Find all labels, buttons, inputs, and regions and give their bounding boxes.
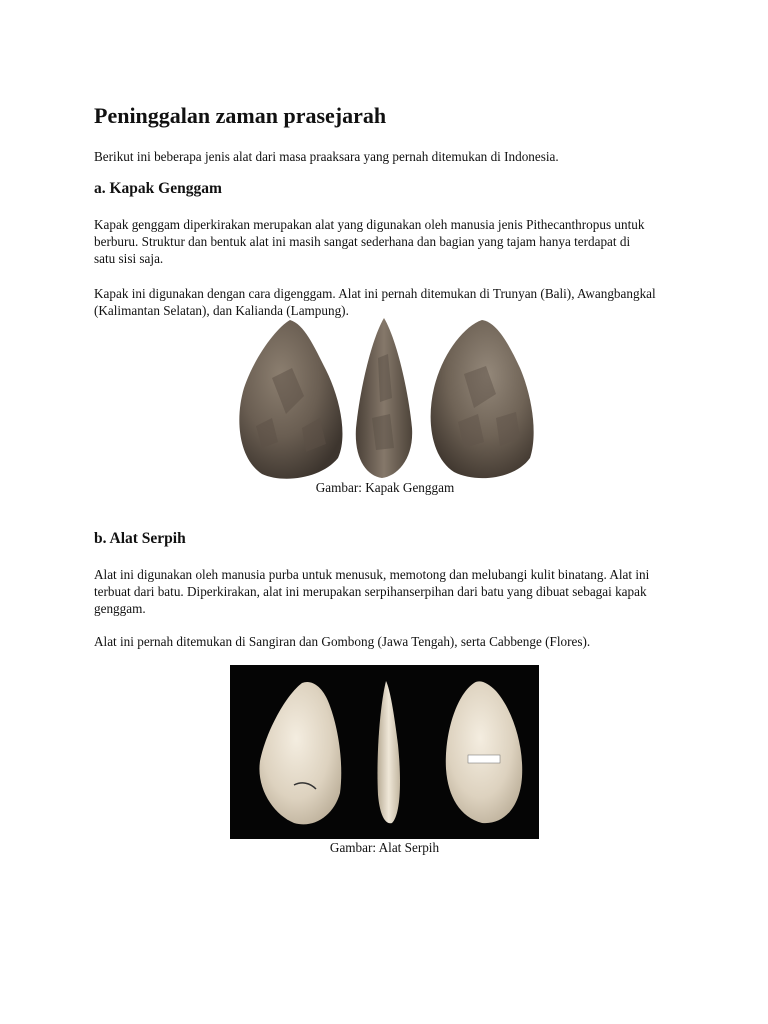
alat-serpih-paragraph-1: Alat ini digunakan oleh manusia purba untuk menusuk, memotong dan melubangi kulit binatang. Alat ini terbuat dari batu. Diperkirakan, alat ini merupakan serpihanserpihan dari batu yang dibuat sebagai kapak genggam.: [94, 567, 650, 616]
kapak-genggam-paragraph-1: Kapak genggam diperkirakan merupakan alat yang digunakan oleh manusia jenis Pithecanthropus untuk berburu. Struktur dan bentuk alat ini masih sangat sederhana dan bagian yang tajam hanya terdapat di satu sisi saja.: [94, 217, 645, 266]
page-title: Peninggalan zaman prasejarah: [94, 103, 387, 128]
alat-serpih-paragraph-2: Alat ini pernah ditemukan di Sangiran dan Gombong (Jawa Tengah), serta Cabbenge (Flores).: [94, 634, 591, 649]
museum-label-sticker: [468, 755, 500, 763]
alat-serpih-image: [230, 665, 539, 839]
kapak-genggam-image: [232, 318, 538, 480]
kapak-genggam-caption: Gambar: Kapak Genggam: [315, 480, 455, 495]
alat-serpih-caption: Gambar: Alat Serpih: [329, 840, 440, 855]
section-heading-alat-serpih: b. Alat Serpih: [94, 530, 186, 547]
intro-paragraph: Berikut ini beberapa jenis alat dari masa praaksara yang pernah ditemukan di Indonesia.: [94, 149, 559, 164]
section-heading-kapak-genggam: a. Kapak Genggam: [94, 180, 222, 197]
kapak-genggam-paragraph-2: Kapak ini digunakan dengan cara digenggam. Alat ini pernah ditemukan di Trunyan (Bali), Awangbangkal (Kalimantan Selatan), dan Kalianda (Lampung).: [94, 286, 656, 318]
